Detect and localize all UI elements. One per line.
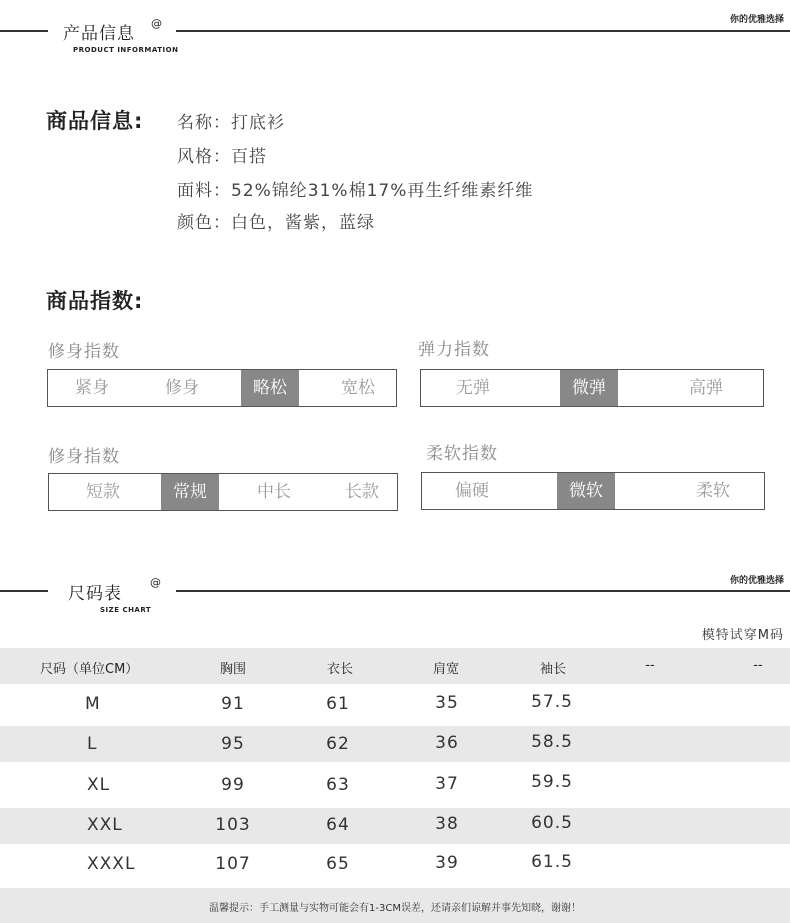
index-option: 高弹 — [689, 378, 723, 398]
table-header-row — [0, 648, 790, 684]
header-cell: -- — [645, 658, 655, 673]
table-cell: XXXL — [87, 854, 136, 874]
table-cell: 62 — [326, 734, 350, 754]
table-cell: XL — [87, 775, 111, 795]
table-row — [0, 726, 790, 762]
index-option: 偏硬 — [455, 481, 489, 501]
table-cell: 61.5 — [531, 852, 573, 872]
table-row — [0, 762, 790, 808]
section-title-size: 尺码表 — [68, 584, 122, 604]
header-cell: 尺码（单位CM） — [40, 662, 139, 677]
index-option: 柔软 — [696, 481, 730, 501]
header-cell: 肩宽 — [432, 662, 459, 677]
section-subtitle-product: PRODUCT INFORMATION — [73, 46, 179, 54]
index-scale-fit — [47, 369, 397, 407]
index-group-title: 柔软指数 — [426, 444, 498, 464]
table-cell: 63 — [326, 775, 350, 795]
index-option-selected: 微软 — [557, 473, 615, 509]
info-color: 颜色：白色，酱紫，蓝绿 — [177, 213, 375, 233]
at-symbol: @ — [150, 576, 161, 589]
index-scale-softness — [421, 472, 765, 510]
header-cell: 衣长 — [326, 662, 353, 677]
table-cell: 61 — [326, 694, 350, 714]
index-option: 长款 — [345, 482, 379, 502]
table-row — [0, 808, 790, 844]
index-group-title: 修身指数 — [48, 447, 120, 467]
table-cell: 37 — [435, 774, 459, 794]
index-group-title: 修身指数 — [48, 342, 120, 362]
section-title-product: 产品信息 — [63, 24, 135, 44]
table-cell: L — [87, 734, 98, 754]
table-cell: 65 — [326, 854, 350, 874]
index-option: 短款 — [86, 482, 120, 502]
table-cell: 91 — [221, 694, 245, 714]
index-option-selected: 常规 — [161, 474, 219, 510]
header-cell: 袖长 — [539, 662, 566, 677]
index-group-title: 弹力指数 — [418, 340, 490, 360]
table-cell: 99 — [221, 775, 245, 795]
info-fabric: 面料：52%锦纶31%棉17%再生纤维素纤维 — [177, 181, 534, 201]
index-label: 商品指数: — [46, 289, 144, 313]
table-row — [0, 684, 790, 726]
info-style: 风格：百搭 — [177, 147, 267, 167]
table-cell: 58.5 — [531, 732, 573, 752]
table-cell: 59.5 — [531, 772, 573, 792]
table-cell: 36 — [435, 733, 459, 753]
table-cell: 60.5 — [531, 813, 573, 833]
table-cell: 35 — [435, 693, 459, 713]
header-cell: 胸围 — [219, 662, 246, 677]
table-cell: 95 — [221, 734, 245, 754]
slogan-size: 你的优雅选择 — [729, 576, 784, 586]
size-header-line-left — [0, 590, 48, 592]
index-scale-elasticity — [420, 369, 764, 407]
index-option-selected: 微弹 — [560, 370, 618, 406]
table-cell: M — [85, 694, 101, 714]
header-cell: -- — [753, 658, 763, 673]
index-option: 中长 — [257, 482, 291, 502]
model-note: 模特试穿M码 — [701, 628, 784, 643]
footer-bar — [0, 888, 790, 923]
index-option-selected: 略松 — [241, 370, 299, 406]
table-cell: 107 — [215, 854, 251, 874]
slogan-top: 你的优雅选择 — [729, 15, 784, 25]
table-cell: 39 — [435, 853, 459, 873]
info-name: 名称：打底衫 — [177, 113, 285, 133]
header-line-left — [0, 30, 48, 32]
footer-note: 温馨提示：手工测量与实物可能会有1-3CM误差，还请亲们谅解并事先知晓，谢谢！ — [209, 903, 581, 914]
index-option: 无弹 — [456, 378, 490, 398]
size-header-line-right — [176, 590, 790, 592]
section-subtitle-size: SIZE CHART — [100, 606, 152, 614]
info-label: 商品信息: — [46, 109, 144, 133]
index-option: 宽松 — [341, 378, 375, 398]
table-cell: 38 — [435, 814, 459, 834]
table-cell: 64 — [326, 815, 350, 835]
index-option: 修身 — [165, 378, 199, 398]
header-line-right — [176, 30, 790, 32]
table-cell: 103 — [215, 815, 251, 835]
index-scale-length — [48, 473, 398, 511]
table-cell: XXL — [87, 815, 123, 835]
table-cell: 57.5 — [531, 692, 573, 712]
table-row — [0, 844, 790, 888]
at-symbol: @ — [151, 17, 162, 30]
index-option: 紧身 — [75, 378, 109, 398]
